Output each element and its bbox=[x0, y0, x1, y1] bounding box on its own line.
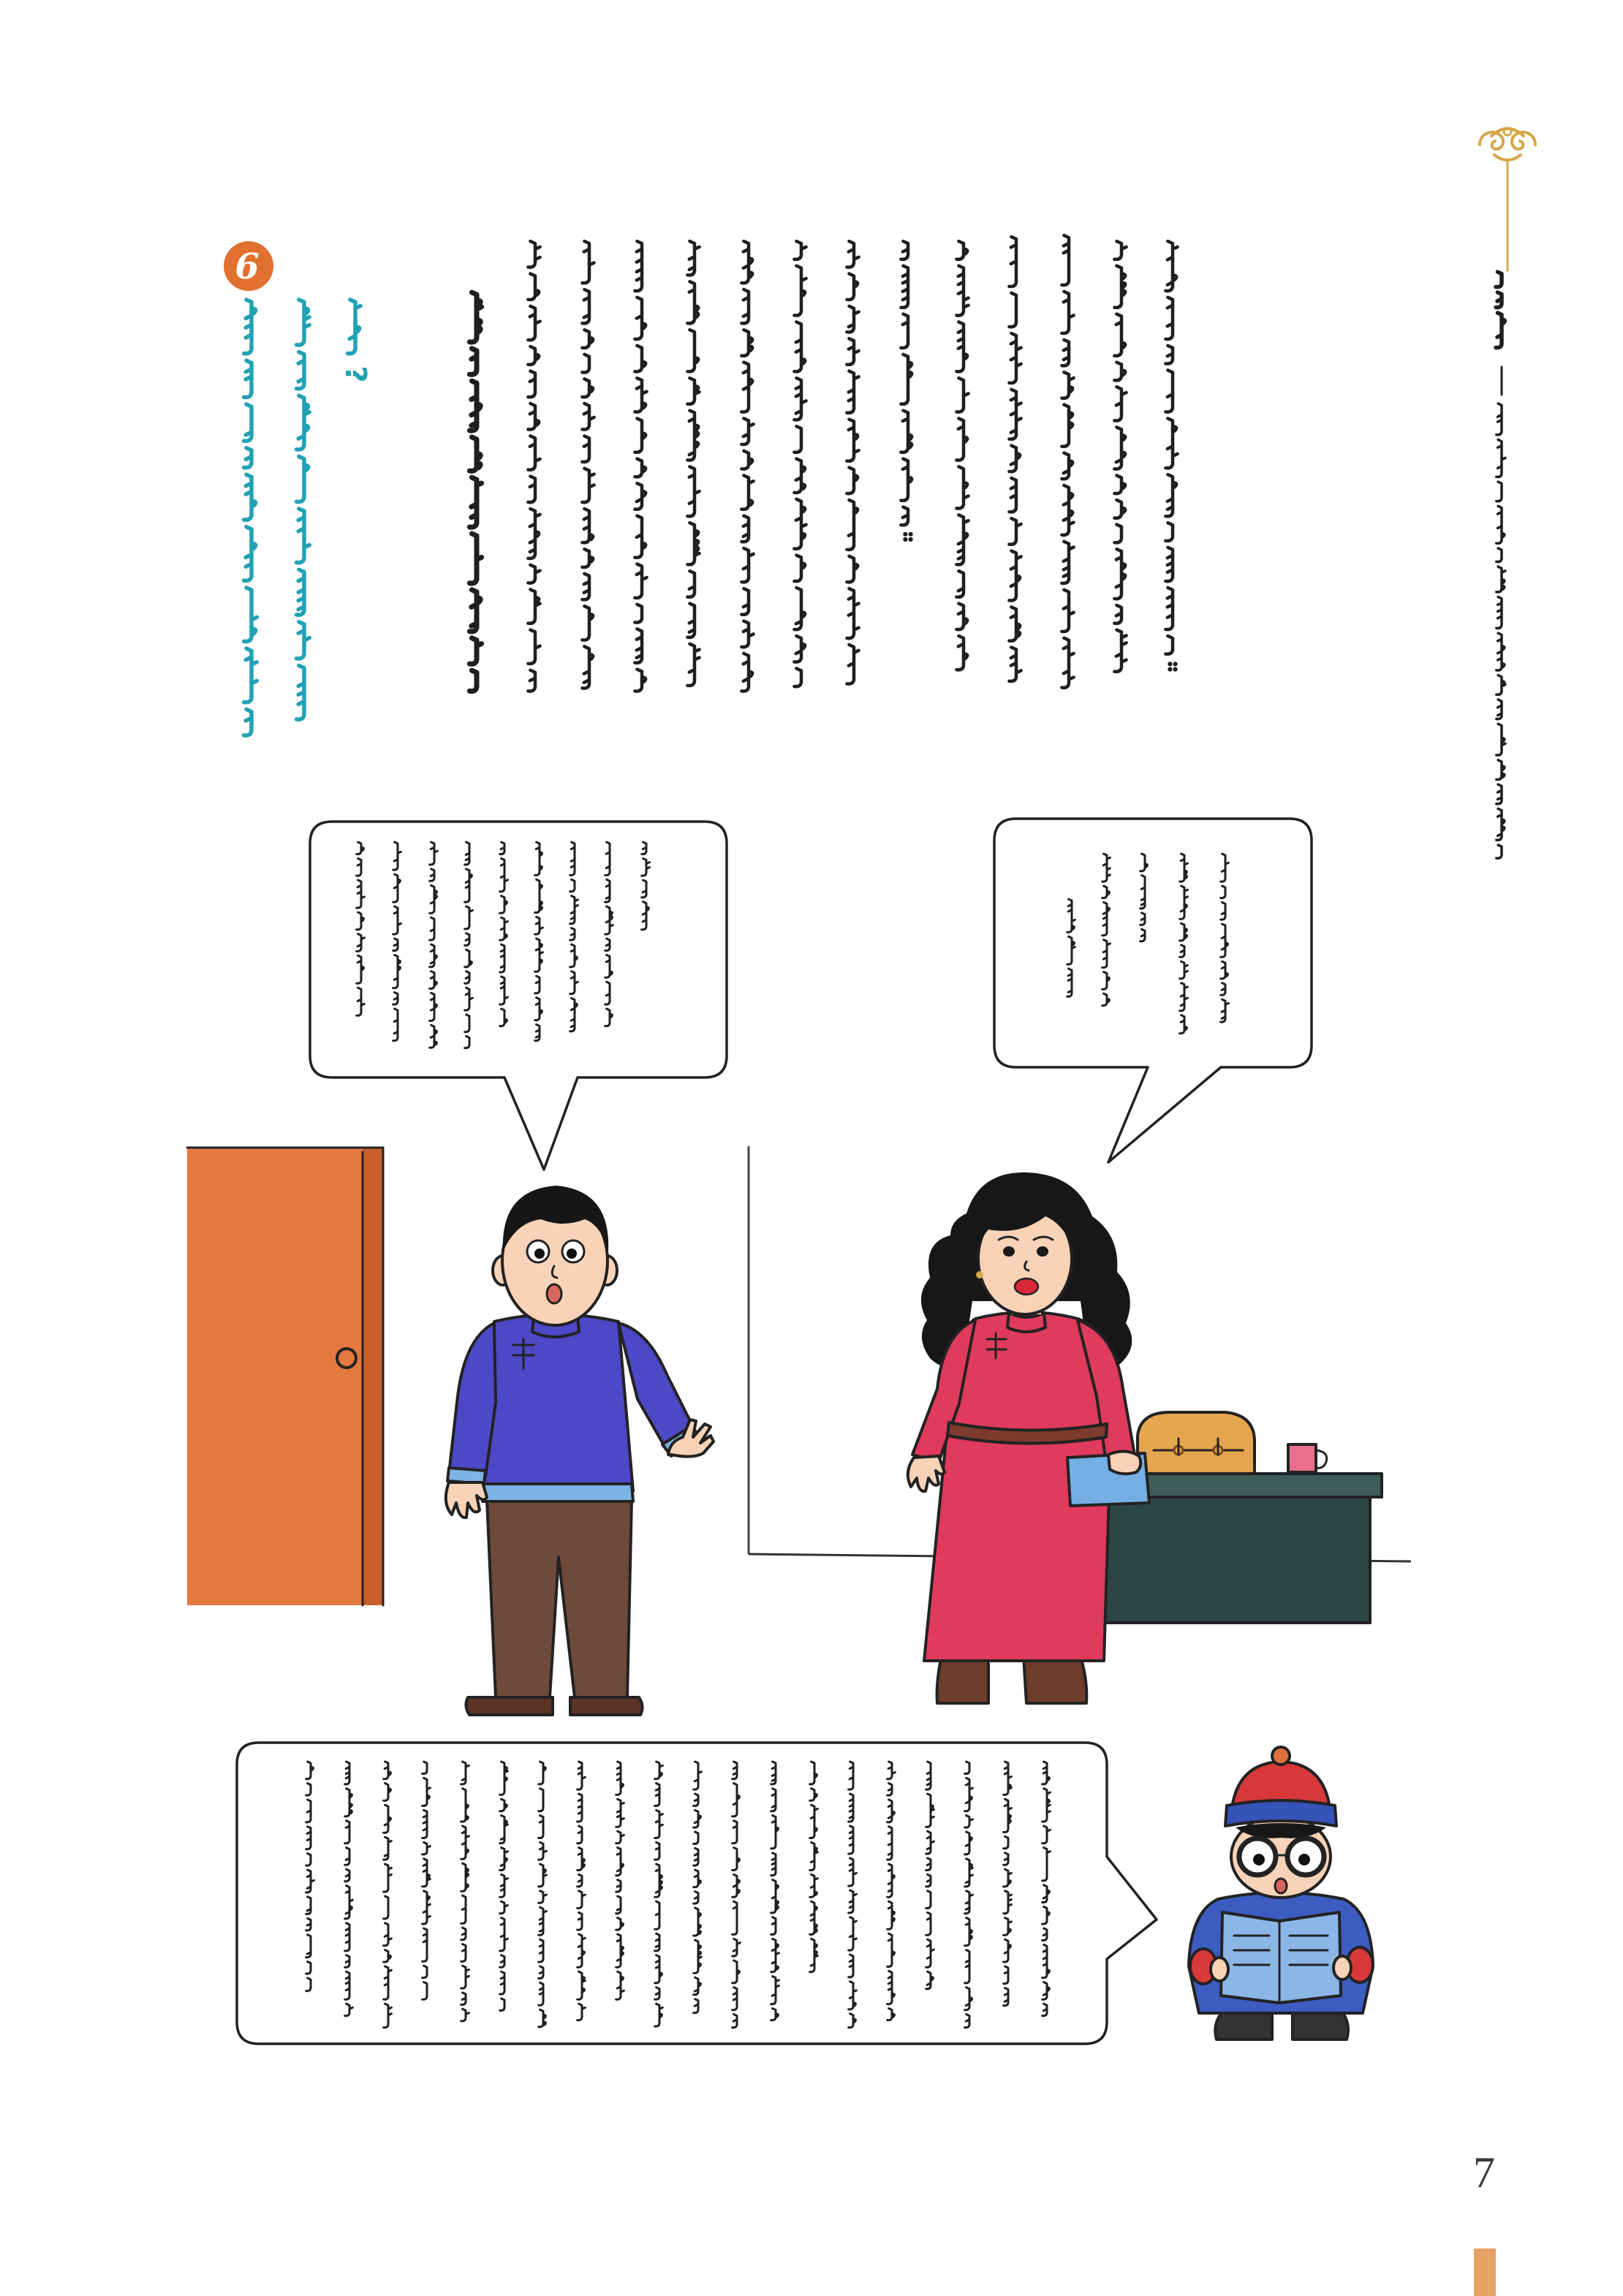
punctuation-mark bbox=[903, 537, 907, 542]
punctuation-mark bbox=[903, 532, 907, 537]
body-text-line bbox=[741, 241, 753, 692]
body-text-line bbox=[956, 241, 968, 670]
page-number: 7 bbox=[1473, 2148, 1495, 2197]
body-text-line bbox=[1009, 237, 1021, 681]
body-bold-text-line bbox=[469, 292, 481, 692]
body-text-line bbox=[1165, 241, 1177, 654]
question-text-line bbox=[297, 300, 310, 719]
question-number-badge bbox=[224, 241, 273, 291]
body-text-line bbox=[528, 241, 540, 692]
punctuation-mark bbox=[1173, 667, 1178, 672]
header-subtitle-text bbox=[1497, 403, 1505, 858]
punctuation-mark bbox=[909, 532, 913, 537]
cup bbox=[1288, 1444, 1327, 1472]
body-text-line bbox=[901, 241, 912, 525]
question-text-line bbox=[244, 300, 257, 735]
body-text-line bbox=[582, 241, 594, 689]
body-text-line bbox=[1062, 235, 1073, 688]
punctuation-mark bbox=[1168, 667, 1172, 672]
header-title-text bbox=[1496, 272, 1505, 348]
punctuation-mark bbox=[909, 537, 913, 542]
punctuation-mark bbox=[1168, 662, 1172, 666]
body-text-line bbox=[687, 241, 699, 686]
body-text-line bbox=[847, 241, 858, 684]
question-number: 6 bbox=[235, 246, 260, 287]
child-figure bbox=[1189, 1747, 1373, 2039]
question-end-mark: ? bbox=[338, 365, 372, 383]
body-text-line bbox=[794, 241, 806, 686]
punctuation-mark bbox=[1173, 662, 1178, 666]
man-figure bbox=[446, 1186, 714, 1715]
body-text-line bbox=[1114, 241, 1126, 672]
speech-bubble-woman bbox=[994, 819, 1312, 1162]
chair bbox=[1138, 1412, 1255, 1478]
speech-bubble-man bbox=[310, 822, 727, 1170]
scroll-ornament-icon bbox=[1480, 128, 1535, 270]
door bbox=[187, 1148, 383, 1605]
body-text-line bbox=[635, 241, 646, 692]
question-text-line bbox=[348, 300, 361, 354]
page-edge-tab bbox=[1474, 2248, 1496, 2296]
book-child bbox=[1221, 1912, 1341, 2003]
